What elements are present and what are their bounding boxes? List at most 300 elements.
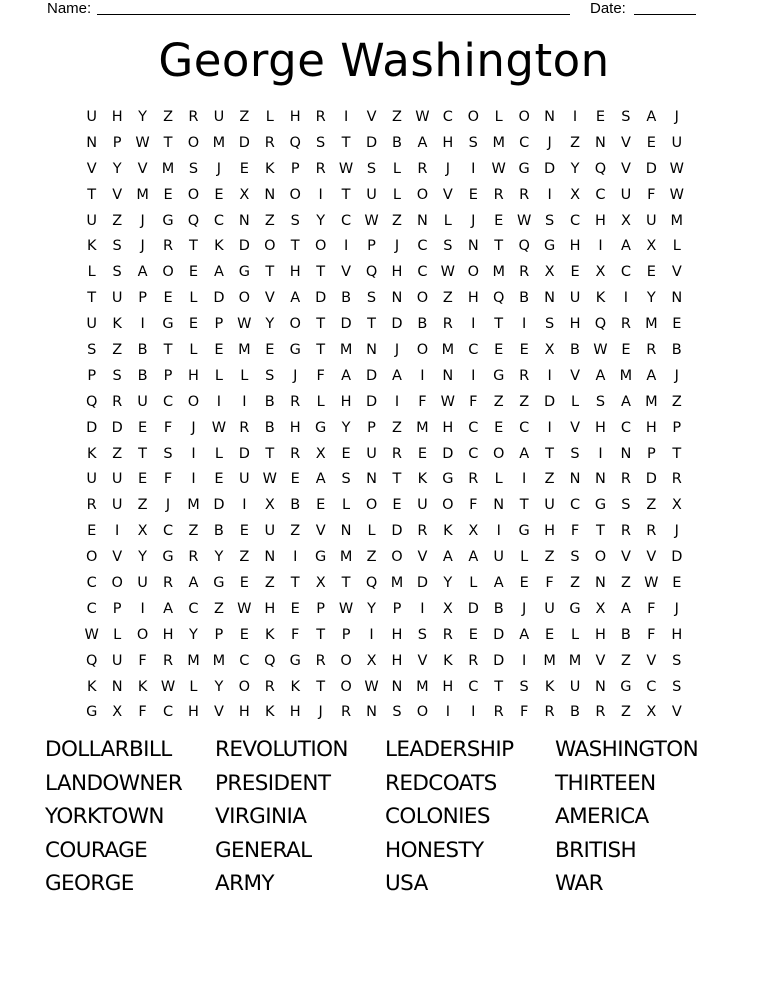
grid-letter[interactable]: W: [669, 186, 684, 203]
grid-letter[interactable]: L: [189, 678, 198, 695]
grid-letter[interactable]: S: [163, 445, 173, 462]
grid-letter[interactable]: Y: [112, 160, 122, 177]
grid-letter[interactable]: L: [392, 186, 402, 203]
grid-letter[interactable]: L: [367, 523, 376, 540]
grid-letter[interactable]: D: [315, 290, 327, 307]
grid-letter[interactable]: S: [341, 471, 351, 488]
grid-letter[interactable]: F: [570, 523, 580, 540]
grid-letter[interactable]: D: [238, 134, 250, 151]
grid-letter[interactable]: R: [86, 497, 97, 514]
grid-letter[interactable]: I: [394, 393, 400, 410]
grid-letter[interactable]: W: [211, 419, 227, 436]
grid-letter[interactable]: E: [239, 523, 249, 540]
grid-letter[interactable]: C: [595, 186, 606, 203]
grid-letter[interactable]: I: [471, 316, 476, 333]
grid-letter[interactable]: B: [519, 290, 530, 307]
grid-letter[interactable]: F: [647, 626, 656, 643]
grid-letter[interactable]: W: [364, 678, 379, 695]
grid-letter[interactable]: J: [318, 704, 323, 721]
grid-letter[interactable]: D: [86, 419, 98, 436]
grid-letter[interactable]: J: [140, 238, 145, 255]
grid-letter[interactable]: L: [113, 626, 122, 643]
grid-letter[interactable]: Z: [570, 574, 580, 591]
grid-letter[interactable]: R: [493, 186, 504, 203]
grid-letter[interactable]: V: [366, 108, 377, 125]
grid-letter[interactable]: Y: [214, 549, 224, 566]
grid-letter[interactable]: U: [671, 134, 683, 151]
grid-letter[interactable]: O: [416, 341, 429, 358]
grid-letter[interactable]: I: [318, 186, 323, 203]
grid-letter[interactable]: J: [445, 160, 450, 177]
grid-letter[interactable]: X: [570, 186, 580, 203]
grid-letter[interactable]: E: [188, 316, 199, 333]
grid-letter[interactable]: U: [111, 471, 123, 488]
grid-letter[interactable]: T: [265, 264, 275, 281]
grid-letter[interactable]: M: [441, 341, 455, 358]
grid-letter[interactable]: G: [213, 574, 225, 591]
grid-letter[interactable]: I: [343, 238, 349, 255]
grid-letter[interactable]: D: [340, 316, 352, 333]
grid-letter[interactable]: Z: [290, 523, 301, 540]
grid-letter[interactable]: D: [467, 600, 479, 617]
grid-letter[interactable]: G: [162, 316, 174, 333]
grid-letter[interactable]: Y: [570, 160, 580, 177]
grid-letter[interactable]: S: [366, 160, 377, 177]
grid-letter[interactable]: N: [391, 290, 403, 307]
grid-letter[interactable]: U: [86, 212, 98, 229]
grid-letter[interactable]: X: [468, 523, 479, 540]
grid-letter[interactable]: S: [392, 704, 402, 721]
grid-letter[interactable]: S: [570, 549, 580, 566]
grid-letter[interactable]: I: [216, 393, 222, 410]
grid-letter[interactable]: V: [570, 419, 580, 436]
grid-letter[interactable]: B: [341, 290, 352, 307]
grid-letter[interactable]: W: [669, 160, 684, 177]
grid-letter[interactable]: V: [570, 367, 580, 384]
grid-letter[interactable]: R: [315, 160, 326, 177]
grid-letter[interactable]: E: [87, 523, 97, 540]
grid-letter[interactable]: L: [189, 290, 198, 307]
grid-letter[interactable]: S: [112, 264, 122, 281]
grid-letter[interactable]: X: [239, 186, 250, 203]
grid-letter[interactable]: P: [316, 600, 326, 617]
grid-letter[interactable]: O: [416, 290, 429, 307]
grid-letter[interactable]: N: [620, 445, 632, 462]
grid-letter[interactable]: H: [595, 212, 606, 229]
grid-letter[interactable]: I: [420, 367, 425, 384]
grid-letter[interactable]: X: [544, 341, 555, 358]
grid-letter[interactable]: I: [598, 445, 603, 462]
grid-letter[interactable]: J: [140, 212, 145, 229]
grid-letter[interactable]: Z: [442, 290, 453, 307]
grid-letter[interactable]: T: [341, 134, 351, 151]
grid-letter[interactable]: D: [391, 523, 403, 540]
grid-letter[interactable]: S: [417, 626, 428, 643]
grid-letter[interactable]: V: [620, 549, 631, 566]
grid-letter[interactable]: K: [214, 238, 224, 255]
grid-letter[interactable]: L: [240, 367, 249, 384]
grid-letter[interactable]: W: [237, 600, 252, 617]
grid-letter[interactable]: U: [137, 393, 148, 410]
grid-letter[interactable]: P: [112, 134, 122, 151]
grid-letter[interactable]: X: [112, 704, 123, 721]
grid-letter[interactable]: R: [315, 652, 326, 669]
grid-letter[interactable]: O: [493, 445, 505, 462]
grid-letter[interactable]: B: [671, 341, 682, 358]
grid-letter[interactable]: P: [112, 600, 122, 617]
grid-letter[interactable]: D: [365, 134, 378, 151]
grid-letter[interactable]: N: [595, 678, 606, 695]
grid-letter[interactable]: A: [188, 574, 199, 591]
grid-letter[interactable]: H: [289, 704, 301, 721]
grid-letter[interactable]: J: [191, 419, 196, 436]
grid-letter[interactable]: F: [138, 704, 147, 721]
grid-letter[interactable]: T: [163, 134, 173, 151]
grid-letter[interactable]: O: [238, 678, 251, 695]
grid-letter[interactable]: U: [569, 290, 581, 307]
grid-letter[interactable]: B: [391, 134, 402, 151]
grid-letter[interactable]: Z: [392, 108, 402, 125]
grid-letter[interactable]: L: [214, 367, 223, 384]
grid-letter[interactable]: L: [570, 626, 580, 643]
grid-letter[interactable]: N: [366, 341, 377, 358]
grid-letter[interactable]: F: [163, 419, 173, 436]
grid-letter[interactable]: U: [544, 600, 555, 617]
grid-letter[interactable]: O: [340, 652, 352, 669]
grid-letter[interactable]: R: [239, 419, 250, 436]
grid-letter[interactable]: E: [519, 574, 529, 591]
grid-letter[interactable]: S: [544, 316, 555, 333]
grid-letter[interactable]: S: [366, 290, 377, 307]
grid-letter[interactable]: T: [189, 238, 198, 255]
grid-letter[interactable]: B: [137, 367, 148, 384]
grid-letter[interactable]: U: [366, 445, 377, 462]
grid-letter[interactable]: E: [595, 108, 606, 125]
grid-letter[interactable]: I: [598, 238, 603, 255]
grid-letter[interactable]: O: [289, 186, 301, 203]
grid-letter[interactable]: E: [494, 212, 504, 229]
grid-letter[interactable]: H: [340, 393, 352, 410]
grid-letter[interactable]: B: [620, 626, 631, 643]
grid-letter[interactable]: Q: [86, 393, 98, 410]
grid-letter[interactable]: G: [315, 549, 327, 566]
grid-letter[interactable]: H: [264, 600, 276, 617]
grid-letter[interactable]: Q: [365, 574, 378, 591]
grid-letter[interactable]: U: [417, 497, 428, 514]
grid-letter[interactable]: H: [569, 238, 581, 255]
grid-letter[interactable]: G: [289, 341, 301, 358]
grid-letter[interactable]: T: [316, 264, 326, 281]
grid-letter[interactable]: I: [242, 497, 247, 514]
grid-letter[interactable]: A: [392, 367, 402, 384]
grid-letter[interactable]: A: [620, 600, 631, 617]
grid-letter[interactable]: J: [394, 238, 400, 255]
grid-letter[interactable]: I: [471, 160, 476, 177]
grid-letter[interactable]: D: [645, 471, 657, 488]
grid-letter[interactable]: Z: [239, 108, 250, 125]
grid-letter[interactable]: A: [341, 367, 352, 384]
grid-letter[interactable]: K: [443, 523, 453, 540]
grid-letter[interactable]: R: [442, 626, 453, 643]
grid-letter[interactable]: S: [468, 134, 478, 151]
grid-letter[interactable]: T: [87, 186, 97, 203]
grid-letter[interactable]: W: [237, 316, 252, 333]
grid-letter[interactable]: V: [442, 186, 453, 203]
grid-letter[interactable]: I: [115, 523, 120, 540]
grid-letter[interactable]: I: [471, 367, 476, 384]
grid-letter[interactable]: S: [265, 367, 275, 384]
grid-letter[interactable]: Q: [518, 238, 530, 255]
grid-letter[interactable]: P: [367, 238, 376, 255]
grid-letter[interactable]: L: [189, 341, 198, 358]
grid-letter[interactable]: Z: [213, 600, 224, 617]
grid-letter[interactable]: Z: [137, 497, 148, 514]
grid-letter[interactable]: G: [162, 212, 174, 229]
grid-letter[interactable]: N: [467, 238, 479, 255]
grid-letter[interactable]: M: [187, 497, 200, 514]
grid-letter[interactable]: N: [493, 497, 505, 514]
grid-letter[interactable]: H: [442, 134, 454, 151]
grid-letter[interactable]: M: [390, 574, 404, 591]
grid-letter[interactable]: C: [162, 393, 174, 410]
grid-letter[interactable]: Z: [646, 497, 657, 514]
grid-letter[interactable]: A: [646, 367, 657, 384]
grid-letter[interactable]: J: [674, 523, 679, 540]
grid-letter[interactable]: O: [442, 497, 454, 514]
grid-letter[interactable]: T: [316, 316, 326, 333]
grid-letter[interactable]: E: [138, 419, 148, 436]
grid-letter[interactable]: Z: [188, 523, 199, 540]
grid-letter[interactable]: E: [468, 186, 478, 203]
grid-letter[interactable]: G: [594, 497, 607, 514]
grid-letter[interactable]: O: [289, 316, 301, 333]
grid-letter[interactable]: V: [646, 652, 657, 669]
grid-letter[interactable]: F: [469, 393, 478, 410]
grid-letter[interactable]: X: [442, 600, 453, 617]
grid-letter[interactable]: C: [442, 108, 453, 125]
grid-letter[interactable]: K: [265, 160, 275, 177]
grid-letter[interactable]: W: [644, 574, 659, 591]
grid-letter[interactable]: S: [672, 652, 682, 669]
grid-letter[interactable]: D: [544, 160, 556, 177]
grid-letter[interactable]: R: [519, 264, 530, 281]
grid-letter[interactable]: W: [491, 160, 506, 177]
grid-letter[interactable]: Z: [112, 445, 123, 462]
grid-letter[interactable]: E: [341, 445, 351, 462]
grid-letter[interactable]: S: [519, 678, 529, 695]
grid-letter[interactable]: F: [163, 471, 173, 488]
grid-letter[interactable]: T: [341, 186, 351, 203]
grid-letter[interactable]: O: [111, 574, 123, 591]
grid-letter[interactable]: S: [621, 497, 631, 514]
grid-letter[interactable]: Q: [264, 652, 276, 669]
grid-letter[interactable]: S: [544, 212, 555, 229]
grid-letter[interactable]: X: [315, 445, 326, 462]
grid-letter[interactable]: M: [645, 316, 658, 333]
grid-letter[interactable]: L: [392, 160, 402, 177]
grid-letter[interactable]: T: [163, 341, 173, 358]
grid-letter[interactable]: Z: [620, 652, 631, 669]
grid-letter[interactable]: S: [316, 134, 326, 151]
grid-letter[interactable]: P: [214, 626, 224, 643]
grid-letter[interactable]: O: [238, 290, 251, 307]
grid-letter[interactable]: R: [341, 704, 352, 721]
grid-letter[interactable]: K: [86, 678, 97, 695]
grid-letter[interactable]: C: [569, 497, 581, 514]
grid-letter[interactable]: E: [646, 134, 656, 151]
grid-letter[interactable]: O: [136, 626, 149, 643]
grid-letter[interactable]: G: [315, 419, 327, 436]
grid-letter[interactable]: Y: [138, 108, 148, 125]
grid-letter[interactable]: N: [544, 290, 556, 307]
grid-letter[interactable]: E: [290, 600, 300, 617]
grid-letter[interactable]: U: [213, 108, 225, 125]
grid-letter[interactable]: V: [112, 549, 123, 566]
grid-letter[interactable]: X: [646, 704, 657, 721]
grid-letter[interactable]: K: [86, 445, 97, 462]
grid-letter[interactable]: E: [646, 264, 656, 281]
grid-letter[interactable]: M: [416, 419, 429, 436]
grid-letter[interactable]: J: [522, 600, 527, 617]
grid-letter[interactable]: K: [265, 626, 275, 643]
grid-letter[interactable]: H: [467, 290, 479, 307]
grid-letter[interactable]: A: [595, 367, 606, 384]
grid-letter[interactable]: U: [86, 316, 98, 333]
grid-letter[interactable]: W: [364, 212, 379, 229]
grid-letter[interactable]: R: [188, 108, 199, 125]
grid-letter[interactable]: F: [418, 393, 427, 410]
grid-letter[interactable]: S: [87, 341, 97, 358]
grid-letter[interactable]: U: [544, 497, 555, 514]
grid-letter[interactable]: R: [671, 471, 682, 488]
grid-letter[interactable]: O: [467, 264, 479, 281]
grid-letter[interactable]: T: [265, 445, 275, 462]
grid-letter[interactable]: D: [391, 316, 403, 333]
grid-letter[interactable]: R: [315, 108, 326, 125]
grid-letter[interactable]: L: [316, 393, 325, 410]
grid-letter[interactable]: Z: [493, 393, 504, 410]
grid-letter[interactable]: E: [239, 574, 249, 591]
grid-letter[interactable]: H: [391, 626, 403, 643]
grid-letter[interactable]: B: [264, 393, 275, 410]
grid-letter[interactable]: T: [138, 445, 148, 462]
grid-letter[interactable]: Z: [264, 212, 275, 229]
grid-letter[interactable]: E: [239, 626, 249, 643]
grid-letter[interactable]: N: [569, 471, 581, 488]
grid-letter[interactable]: K: [417, 471, 428, 488]
grid-letter[interactable]: T: [316, 341, 326, 358]
grid-letter[interactable]: J: [471, 212, 476, 229]
grid-letter[interactable]: I: [293, 549, 298, 566]
grid-letter[interactable]: C: [468, 419, 479, 436]
grid-letter[interactable]: N: [264, 549, 276, 566]
name-blank-line[interactable]: [97, 14, 570, 15]
grid-letter[interactable]: P: [646, 445, 656, 462]
grid-letter[interactable]: R: [264, 678, 275, 695]
grid-letter[interactable]: Y: [138, 549, 148, 566]
grid-letter[interactable]: E: [494, 419, 504, 436]
grid-letter[interactable]: X: [671, 497, 682, 514]
grid-letter[interactable]: H: [544, 523, 556, 540]
grid-letter[interactable]: R: [493, 704, 504, 721]
grid-letter[interactable]: F: [291, 626, 300, 643]
grid-letter[interactable]: Z: [366, 549, 377, 566]
grid-letter[interactable]: Y: [341, 419, 351, 436]
grid-letter[interactable]: C: [417, 264, 428, 281]
grid-letter[interactable]: O: [314, 238, 327, 255]
grid-letter[interactable]: X: [595, 264, 606, 281]
grid-letter[interactable]: F: [138, 652, 147, 669]
grid-letter[interactable]: J: [216, 160, 222, 177]
grid-letter[interactable]: B: [417, 316, 428, 333]
grid-letter[interactable]: K: [544, 678, 555, 695]
grid-letter[interactable]: T: [341, 574, 351, 591]
grid-letter[interactable]: P: [163, 367, 173, 384]
grid-letter[interactable]: J: [674, 367, 679, 384]
grid-letter[interactable]: L: [265, 108, 274, 125]
grid-letter[interactable]: E: [188, 264, 199, 281]
grid-letter[interactable]: S: [112, 367, 122, 384]
grid-letter[interactable]: D: [213, 290, 225, 307]
grid-letter[interactable]: E: [519, 341, 529, 358]
grid-letter[interactable]: K: [137, 678, 148, 695]
grid-letter[interactable]: L: [570, 393, 580, 410]
grid-letter[interactable]: S: [290, 212, 300, 229]
grid-letter[interactable]: A: [519, 445, 530, 462]
grid-letter[interactable]: M: [492, 134, 505, 151]
grid-letter[interactable]: O: [391, 549, 403, 566]
grid-letter[interactable]: X: [544, 264, 555, 281]
grid-letter[interactable]: B: [493, 600, 504, 617]
grid-letter[interactable]: Y: [316, 212, 326, 229]
grid-letter[interactable]: N: [366, 704, 377, 721]
grid-letter[interactable]: A: [620, 393, 631, 410]
grid-letter[interactable]: I: [445, 704, 450, 721]
grid-letter[interactable]: Z: [620, 704, 631, 721]
grid-letter[interactable]: C: [86, 574, 97, 591]
grid-letter[interactable]: I: [369, 626, 374, 643]
grid-letter[interactable]: I: [471, 704, 476, 721]
grid-letter[interactable]: Q: [289, 134, 301, 151]
grid-letter[interactable]: U: [620, 186, 632, 203]
grid-letter[interactable]: S: [443, 238, 453, 255]
grid-letter[interactable]: V: [341, 264, 352, 281]
grid-letter[interactable]: U: [569, 678, 581, 695]
grid-letter[interactable]: U: [239, 471, 250, 488]
grid-letter[interactable]: M: [619, 367, 633, 384]
grid-letter[interactable]: N: [238, 212, 250, 229]
grid-letter[interactable]: V: [620, 134, 631, 151]
grid-letter[interactable]: W: [338, 600, 354, 617]
grid-letter[interactable]: D: [213, 497, 225, 514]
grid-letter[interactable]: J: [165, 497, 171, 514]
grid-letter[interactable]: C: [620, 419, 631, 436]
grid-letter[interactable]: W: [84, 626, 99, 643]
grid-letter[interactable]: R: [112, 393, 123, 410]
grid-letter[interactable]: Z: [112, 212, 123, 229]
grid-letter[interactable]: L: [87, 264, 96, 281]
grid-letter[interactable]: Z: [519, 393, 530, 410]
grid-letter[interactable]: S: [188, 160, 199, 177]
grid-letter[interactable]: M: [645, 393, 658, 410]
grid-letter[interactable]: T: [494, 678, 504, 695]
grid-letter[interactable]: R: [417, 160, 428, 177]
grid-letter[interactable]: R: [646, 523, 657, 540]
grid-letter[interactable]: L: [672, 238, 681, 255]
grid-letter[interactable]: I: [522, 652, 527, 669]
grid-letter[interactable]: U: [264, 523, 276, 540]
grid-letter[interactable]: R: [646, 341, 657, 358]
